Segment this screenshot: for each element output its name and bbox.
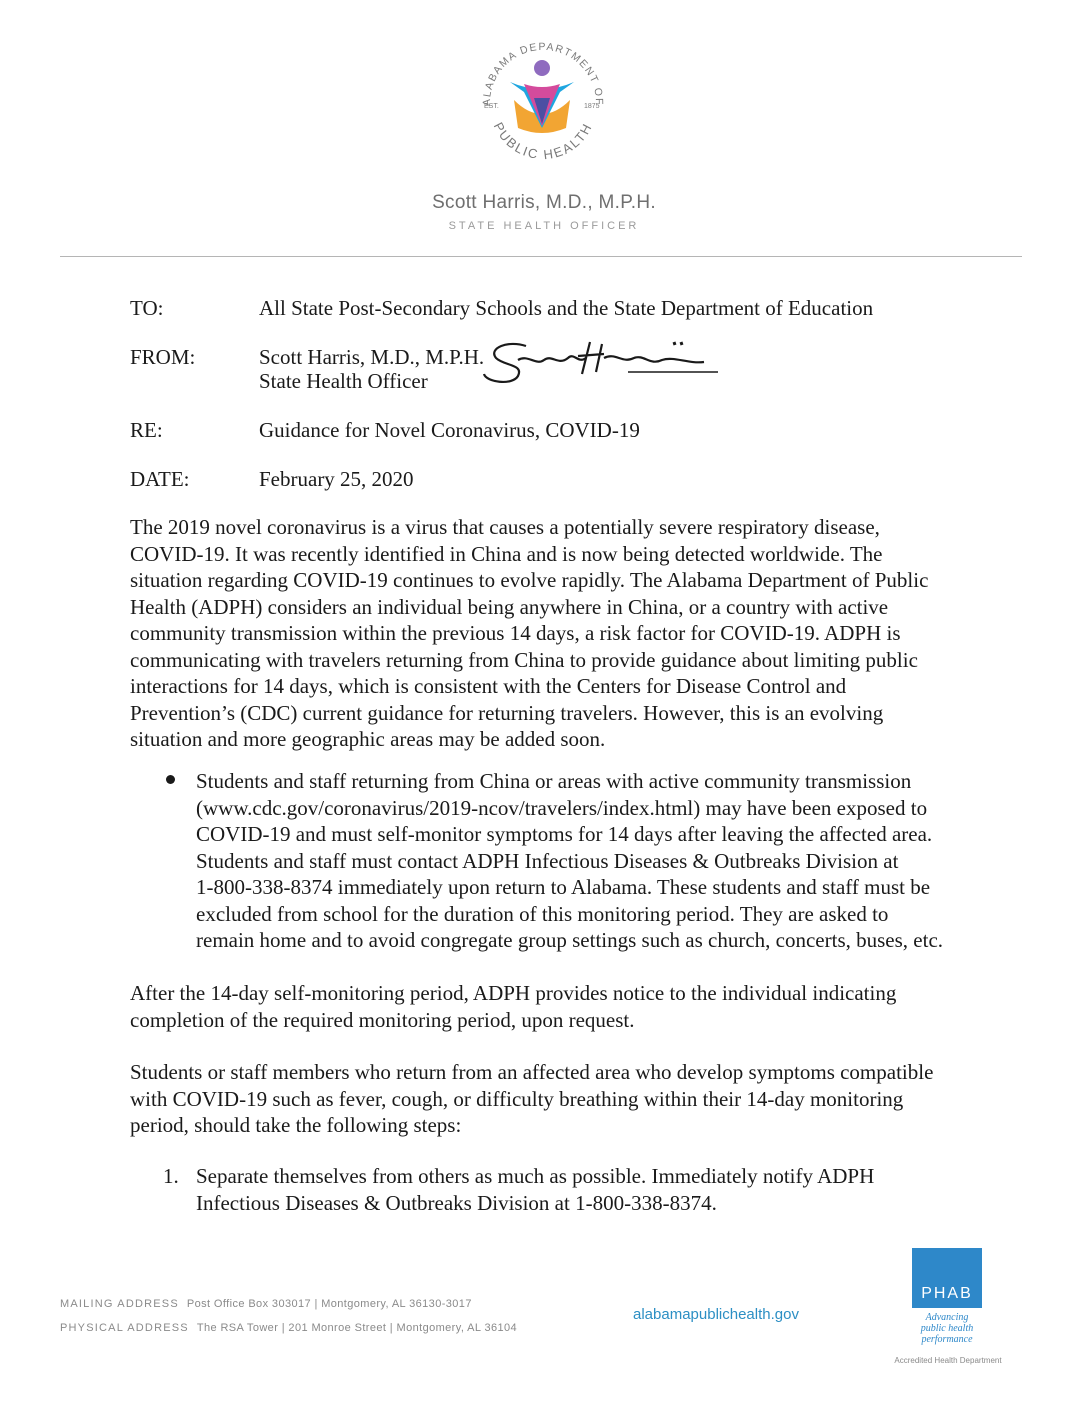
mailing-value: Post Office Box 303017 | Montgomery, AL 36130-3017 (186, 1298, 472, 1310)
mailing-label: MAILING ADDRESS (60, 1298, 179, 1310)
phab-accredited: Accredited Health Department (894, 1356, 1002, 1365)
bullet-line: COVID-19 and must self-monitor symptoms for 14 days after leaving the affected area. (196, 822, 933, 846)
paragraph-line: situation regarding COVID-19 continues to evolve rapidly. The Alabama Department of Public (130, 568, 929, 592)
to-label: TO: (130, 296, 164, 320)
paragraph-line: Health (ADPH) considers an individual being anywhere in China, or a country with active (130, 594, 889, 619)
paragraph-line: Prevention’s (CDC) current guidance for returning travelers. However, this is an evolving (130, 700, 884, 725)
from-name: Scott Harris, M.D., M.P.H. (259, 345, 485, 369)
from-title: State Health Officer (259, 369, 428, 393)
seal-text-bottom: PUBLIC HEALTH (490, 119, 596, 163)
phab-tagline-line: public health (920, 1323, 974, 1334)
paragraph-line: community transmission within the previous 14 days, a risk factor for COVID-19. ADPH is (130, 621, 901, 645)
re-label: RE: (130, 418, 163, 442)
bullet-line: Students and staff must contact ADPH Infectious Diseases & Outbreaks Division at (196, 848, 899, 873)
paragraph-1 (130, 514, 970, 753)
paragraph-line: with COVID-19 such as fever, cough, or difficulty breathing within their 14-day monitoring (130, 1086, 904, 1111)
bullet-line-link[interactable]: (www.cdc.gov/coronavirus/2019-ncov/travelers/index.html) may have been exposed to (196, 795, 928, 820)
seal-est: EST. (484, 103, 499, 110)
bullet-line: 1-800-338-8374 immediately upon return to Alabama. These students and staff must be (196, 875, 931, 899)
website-link[interactable]: alabamapublichealth.gov (633, 1306, 799, 1323)
physical-value: The RSA Tower | 201 Monroe Street | Montgomery, AL 36104 (196, 1322, 518, 1334)
officer-name: Scott Harris, M.D., M.P.H. (432, 192, 656, 213)
step-line: Infectious Diseases & Outbreaks Division at 1-800-338-8374. (196, 1190, 717, 1215)
bullet-icon (166, 775, 175, 784)
step-item (196, 1163, 956, 1216)
paragraph-line: After the 14-day self-monitoring period, ADPH provides notice to the individual indicating (130, 981, 897, 1005)
paragraph-line: The 2019 novel coronavirus is a virus that causes a potentially severe respiratory disease, (130, 515, 880, 539)
step-line: Separate themselves from others as much as possible. Immediately notify ADPH (196, 1164, 875, 1188)
phab-tagline-line: performance (921, 1334, 973, 1345)
paragraph-line: situation and more geographic areas may be added soon. (130, 727, 606, 751)
paragraph-line: COVID-19. It was recently identified in China and is now being detected worldwide. The (130, 541, 883, 566)
seal-year: 1875 (584, 103, 600, 110)
bullet-line: excluded from school for the duration of this monitoring period. They are asked to (196, 901, 889, 926)
from-label: FROM: (130, 345, 196, 369)
to-value: All State Post-Secondary Schools and the State Department of Education (259, 296, 874, 320)
paragraph-line: period, should take the following steps: (130, 1113, 462, 1137)
seal-text-top: ALABAMA DEPARTMENT OF (480, 40, 606, 107)
adph-seal-logo (468, 28, 618, 178)
phab-tagline (904, 1312, 990, 1345)
physical-address (60, 1322, 517, 1334)
paragraph-2 (130, 980, 970, 1033)
step-number: 1. (163, 1164, 179, 1188)
bullet-item (196, 768, 976, 954)
paragraph-3 (130, 1059, 970, 1139)
physical-label: PHYSICAL ADDRESS (60, 1322, 189, 1334)
phab-logo-text: PHAB (921, 1285, 973, 1302)
bullet-line: Students and staff returning from China or areas with active community transmission (196, 769, 912, 793)
date-value: February 25, 2020 (259, 467, 414, 491)
paragraph-line: communicating with travelers returning from China to provide guidance about limiting public (130, 647, 918, 672)
mailing-address (60, 1298, 472, 1310)
paragraph-line: completion of the required monitoring period, upon request. (130, 1007, 635, 1032)
phab-tagline-line: Advancing (925, 1312, 969, 1323)
paragraph-line: Students or staff members who return from an affected area who develop symptoms compatible (130, 1060, 934, 1084)
officer-title: STATE HEALTH OFFICER (448, 220, 640, 232)
header-divider (60, 256, 1022, 257)
paragraph-line: interactions for 14 days, which is consistent with the Centers for Disease Control and (130, 674, 847, 698)
re-value: Guidance for Novel Coronavirus, COVID-19 (259, 418, 640, 442)
signature-image (478, 336, 728, 388)
bullet-line: remain home and to avoid congregate group settings such as church, concerts, buses, etc. (196, 928, 944, 952)
date-label: DATE: (130, 467, 190, 491)
